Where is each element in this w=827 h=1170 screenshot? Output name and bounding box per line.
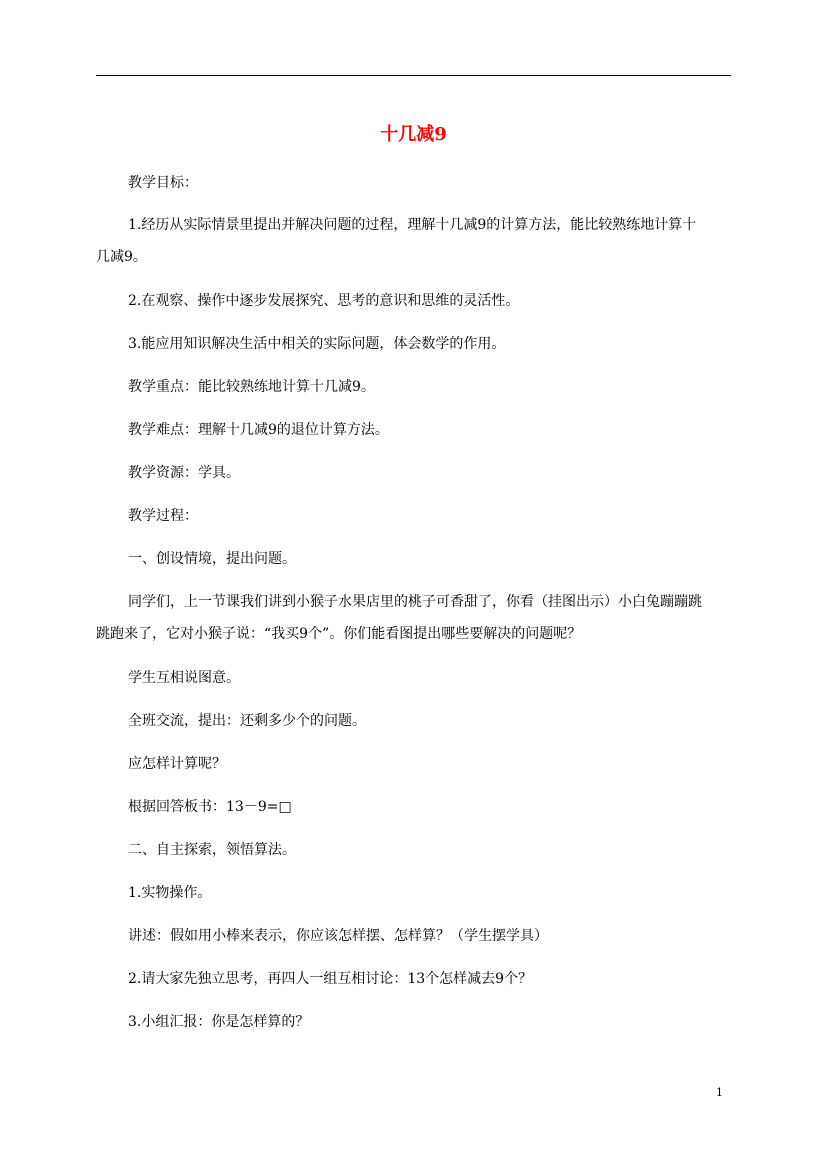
- page-number: 1: [716, 1086, 723, 1099]
- paragraph-board-writing: 根据回答板书：13－9=□: [128, 799, 292, 815]
- section-heading-2: 二、自主探索，领悟算法。: [128, 842, 296, 858]
- paragraph-narration: 讲述：假如用小棒来表示，你应该怎样摆、怎样算？（学生摆学具）: [128, 928, 548, 944]
- paragraph-difficulty: 教学难点：理解十几减9的退位计算方法。: [128, 422, 389, 438]
- paragraph-step-3: 3.小组汇报：你是怎样算的？: [128, 1014, 310, 1030]
- paragraph-objective-1: [96, 215, 732, 236]
- paragraph-objective-1-line-1: 1.经历从实际情景里提出并解决问题的过程，理解十几减9的计算方法，能比较熟练地计算十: [128, 217, 697, 233]
- paragraph-objective-1-continued: 几减9。: [96, 249, 147, 265]
- document-title: 十几减9: [380, 124, 447, 145]
- header-rule: [96, 75, 731, 76]
- paragraph-objective-3: 3.能应用知识解决生活中相关的实际问题，体会数学的作用。: [128, 336, 506, 352]
- paragraph-student-discuss: 学生互相说图意。: [128, 670, 240, 686]
- paragraph-class-exchange: 全班交流，提出：还剩多少个的问题。: [128, 713, 366, 729]
- paragraph-how-to-calc: 应怎样计算呢？: [128, 756, 226, 772]
- paragraph-objective-2: 2.在观察、操作中逐步发展探究、思考的意识和思维的灵活性。: [128, 293, 520, 309]
- paragraph-scenario-line-2: 跳跑来了，它对小猴子说：“我买9个”。你们能看图提出哪些要解决的问题呢？: [96, 626, 582, 642]
- paragraph-process-heading: 教学过程：: [128, 508, 198, 524]
- paragraph-objectives-heading: 教学目标：: [128, 175, 198, 191]
- paragraph-scenario-line-1: 同学们，上一节课我们讲到小猴子水果店里的桃子可香甜了，你看（挂图出示）小白兔蹦蹦跳: [128, 594, 702, 610]
- paragraph-key-point: 教学重点：能比较熟练地计算十几减9。: [128, 379, 375, 395]
- section-heading-1: 一、创设情境，提出问题。: [128, 551, 296, 567]
- paragraph-step-2: 2.请大家先独立思考，再四人一组互相讨论：13个怎样减去9个？: [128, 971, 533, 987]
- paragraph-step-1: 1.实物操作。: [128, 885, 212, 901]
- paragraph-resources: 教学资源：学具。: [128, 465, 240, 481]
